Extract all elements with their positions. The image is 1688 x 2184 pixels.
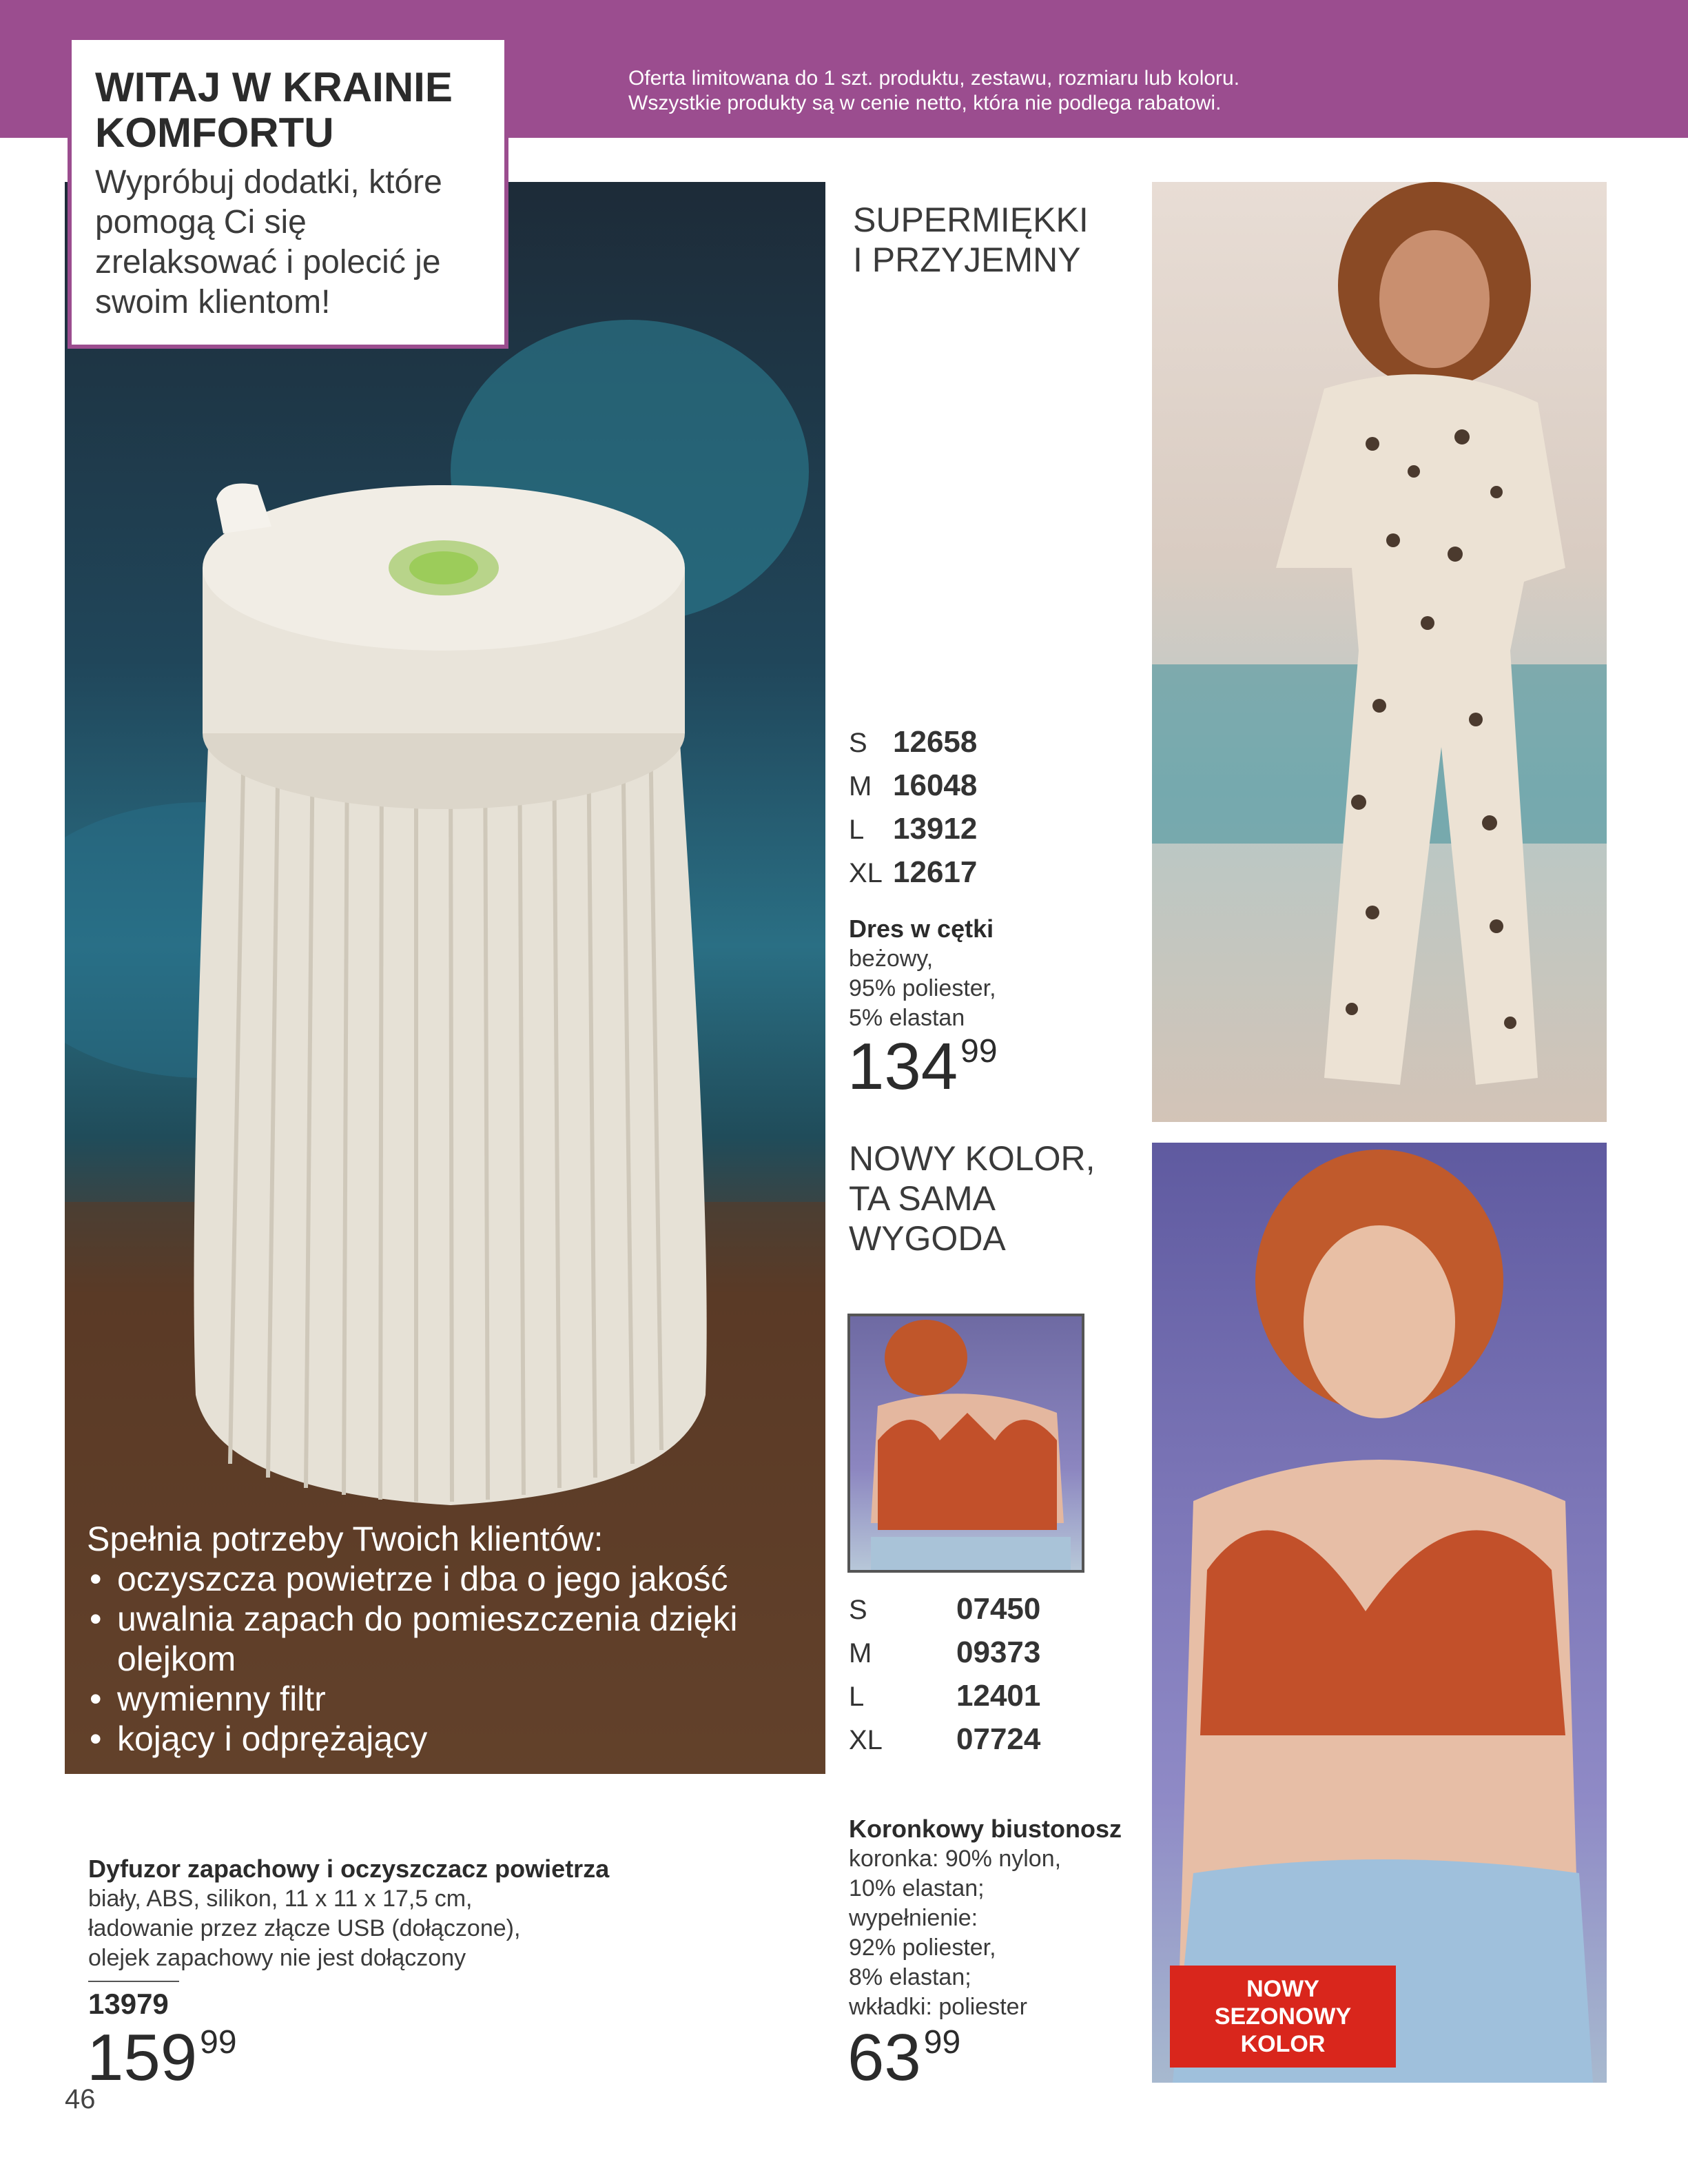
bra-heading-line-1: NOWY KOLOR,	[849, 1139, 1095, 1178]
pajama-name: Dres w cętki	[849, 915, 994, 943]
benefits-list	[87, 1559, 817, 1759]
badge-line-1: NOWY	[1246, 1976, 1319, 2002]
bra-info	[849, 1814, 1145, 2022]
size-label: XL	[849, 1725, 883, 1755]
new-season-color-badge	[1170, 1966, 1396, 2068]
size-code: 16048	[893, 768, 978, 802]
pajama-heading-line-1: SUPERMIĘKKI	[853, 201, 1089, 239]
divider	[88, 1981, 179, 1982]
diffuser-info	[88, 1854, 708, 1973]
benefit-item: • kojący i odprężający	[87, 1719, 817, 1759]
pajama-price	[847, 1030, 998, 1103]
bra-desc: 92% poliester,	[849, 1935, 996, 1961]
pajama-info	[849, 914, 1138, 1033]
page-number: 46	[65, 2084, 96, 2114]
diffuser-desc-3: olejek zapachowy nie jest dołączony	[88, 1945, 466, 1971]
pajama-desc-1: beżowy,	[849, 946, 934, 972]
price-cents: 99	[960, 1033, 998, 1070]
size-label: M	[849, 771, 872, 802]
benefit-item: • uwalnia zapach do pomieszczenia dzięki olejkom	[87, 1599, 817, 1679]
diffuser-price	[87, 2021, 237, 2094]
badge-line-3: KOLOR	[1240, 2031, 1326, 2057]
diffuser-desc-2: ładowanie przez złącze USB (dołączone),	[88, 1915, 521, 1941]
pajama-model-illustration	[1152, 182, 1607, 1122]
pajama-size-codes	[849, 721, 1124, 895]
size-label: S	[849, 728, 867, 758]
bra-name: Koronkowy biustonosz	[849, 1815, 1122, 1843]
bra-front-photo	[1152, 1143, 1607, 2083]
size-row	[849, 1718, 1124, 1762]
size-row	[849, 1675, 1124, 1718]
bra-back-photo	[847, 1314, 1084, 1573]
benefits-title: Spełnia potrzeby Twoich klientów:	[87, 1520, 604, 1558]
size-label: S	[849, 1595, 867, 1625]
price-whole: 63	[847, 2021, 921, 2094]
bra-desc: 10% elastan;	[849, 1875, 985, 1901]
title-box	[68, 40, 508, 349]
size-code: 12658	[893, 725, 978, 759]
size-code: 09373	[956, 1635, 1041, 1669]
pajama-heading-line-2: I PRZYJEMNY	[853, 241, 1081, 279]
bra-price	[847, 2021, 961, 2094]
benefit-item: • oczyszcza powietrze i dba o jego jakość	[87, 1559, 817, 1599]
page-title: WITAJ W KRAINIE KOMFORTU	[95, 64, 453, 156]
diffuser-name: Dyfuzor zapachowy i oczyszczacz powietrza	[88, 1855, 610, 1883]
bra-desc: 8% elastan;	[849, 1964, 971, 1990]
size-label: M	[849, 1638, 872, 1668]
bra-heading-line-2: TA SAMA	[849, 1179, 996, 1218]
size-row	[849, 808, 1124, 851]
pajama-heading	[853, 200, 1089, 280]
page-subtitle: Wypróbuj dodatki, które pomogą Ci się zrelaksować i polecić je swoim klientom!	[95, 164, 442, 320]
size-row	[849, 851, 1124, 895]
price-cents: 99	[200, 2024, 237, 2061]
size-code: 07724	[956, 1722, 1041, 1756]
bra-heading	[849, 1139, 1095, 1258]
bra-heading-line-3: WYGODA	[849, 1219, 1006, 1258]
size-row	[849, 721, 1124, 764]
disclaimer-line-2: Wszystkie produkty są w cenie netto, która nie podlega rabatowi.	[628, 92, 1222, 114]
bra-model-illustration	[1152, 1143, 1607, 2083]
size-row	[849, 1631, 1124, 1675]
benefit-item: • wymienny filtr	[87, 1679, 817, 1719]
pajama-desc-2: 95% poliester,	[849, 975, 996, 1001]
diffuser-code: 13979	[88, 1988, 169, 2020]
bra-size-codes	[849, 1588, 1124, 1762]
size-label: L	[849, 1682, 865, 1712]
price-whole: 134	[847, 1030, 958, 1103]
badge-line-2: SEZONOWY	[1214, 2003, 1352, 2030]
size-code: 12617	[893, 855, 978, 889]
bra-desc: wkładki: poliester	[849, 1994, 1027, 2020]
size-code: 13912	[893, 812, 978, 846]
disclaimer-line-1: Oferta limitowana do 1 szt. produktu, zestawu, rozmiaru lub koloru.	[628, 67, 1240, 90]
size-label: L	[849, 815, 865, 845]
diffuser-desc-1: biały, ABS, silikon, 11 x 11 x 17,5 cm,	[88, 1886, 473, 1912]
size-code: 07450	[956, 1592, 1041, 1626]
pajama-photo	[1152, 182, 1607, 1122]
bra-desc: wypełnienie:	[849, 1905, 978, 1931]
offer-disclaimer	[628, 66, 1524, 116]
pajama-desc-3: 5% elastan	[849, 1005, 965, 1031]
diffuser-benefits	[87, 1519, 817, 1759]
size-row	[849, 764, 1124, 808]
bra-back-illustration	[850, 1316, 1082, 1570]
bra-desc: koronka: 90% nylon,	[849, 1846, 1062, 1872]
price-whole: 159	[87, 2021, 198, 2094]
price-cents: 99	[923, 2024, 961, 2061]
size-code: 12401	[956, 1679, 1041, 1713]
size-row	[849, 1588, 1124, 1631]
size-label: XL	[849, 858, 883, 888]
